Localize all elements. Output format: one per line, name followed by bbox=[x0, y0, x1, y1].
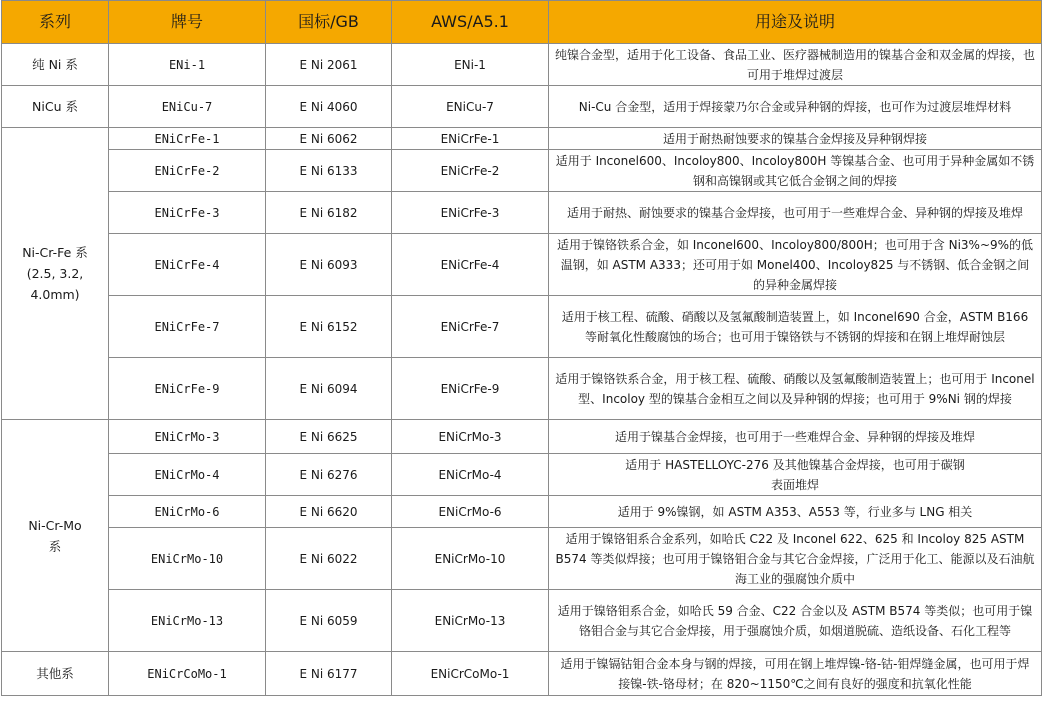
table-row bbox=[2, 128, 1042, 150]
description-cell: 适用于镍铬钼系合金，如哈氏 59 合金、C22 合金以及 ASTM B574 等类似；也可用于镍铬钼合金与其它合金焊接，用于强腐蚀介质，如烟道脱硫、造纸设备、石化工程等 bbox=[549, 590, 1042, 652]
aws-cell: ENiCrFe-3 bbox=[392, 192, 549, 234]
grade-cell: ENiCrFe-2 bbox=[109, 150, 266, 192]
aws-cell: ENiCrFe-2 bbox=[392, 150, 549, 192]
description-cell: 适用于镍铬铁系合金，如 Inconel600、Incoloy800/800H；也可用于含 Ni3%~9%的低温钢，如 ASTM A333；还可用于如 Monel400、Incoloy825 与不锈钢、低合金钢之间的异种金属焊接 bbox=[549, 234, 1042, 296]
gb-cell: E Ni 6177 bbox=[266, 652, 392, 696]
description-cell: 适用于 9%镍钢，如 ASTM A353、A553 等，行业多与 LNG 相关 bbox=[549, 496, 1042, 528]
description-cell: 适用于耐热耐蚀要求的镍基合金焊接及异种钢焊接 bbox=[549, 128, 1042, 150]
gb-cell: E Ni 6625 bbox=[266, 420, 392, 454]
aws-cell: ENiCrMo-13 bbox=[392, 590, 549, 652]
grade-cell: ENiCrMo-4 bbox=[109, 454, 266, 496]
gb-cell: E Ni 6062 bbox=[266, 128, 392, 150]
gb-cell: E Ni 4060 bbox=[266, 86, 392, 128]
aws-cell: ENiCrFe-9 bbox=[392, 358, 549, 420]
grade-cell: ENiCrFe-4 bbox=[109, 234, 266, 296]
table-row bbox=[2, 296, 1042, 358]
aws-cell: ENiCrCoMo-1 bbox=[392, 652, 549, 696]
table-row bbox=[2, 358, 1042, 420]
series-cell: Ni-Cr-Mo 系 bbox=[2, 420, 109, 652]
grade-cell: ENi-1 bbox=[109, 44, 266, 86]
gb-cell: E Ni 6152 bbox=[266, 296, 392, 358]
aws-cell: ENiCrMo-4 bbox=[392, 454, 549, 496]
grade-cell: ENiCrMo-13 bbox=[109, 590, 266, 652]
gb-cell: E Ni 2061 bbox=[266, 44, 392, 86]
grade-cell: ENiCrMo-3 bbox=[109, 420, 266, 454]
table-row bbox=[2, 528, 1042, 590]
series-cell: 纯 Ni 系 bbox=[2, 44, 109, 86]
grade-cell: ENiCrMo-10 bbox=[109, 528, 266, 590]
description-cell: 适用于镍铬钼系合金系列，如哈氏 C22 及 Inconel 622、625 和 Incoloy 825 ASTM B574 等类似焊接；也可用于镍铬钼合金与其它合金焊接，广泛用于化工、能源以及石油航海工业的强腐蚀介质中 bbox=[549, 528, 1042, 590]
aws-cell: ENiCrMo-3 bbox=[392, 420, 549, 454]
series-cell: NiCu 系 bbox=[2, 86, 109, 128]
gb-cell: E Ni 6133 bbox=[266, 150, 392, 192]
description-cell: 适用于 Inconel600、Incoloy800、Incoloy800H 等镍基合金、也可用于异种金属如不锈钢和高镍钢或其它低合金钢之间的焊接 bbox=[549, 150, 1042, 192]
gb-cell: E Ni 6059 bbox=[266, 590, 392, 652]
grade-cell: ENiCrFe-1 bbox=[109, 128, 266, 150]
header-description: 用途及说明 bbox=[549, 1, 1042, 44]
gb-cell: E Ni 6182 bbox=[266, 192, 392, 234]
grade-cell: ENiCu-7 bbox=[109, 86, 266, 128]
header-aws: AWS/A5.1 bbox=[392, 1, 549, 44]
gb-cell: E Ni 6094 bbox=[266, 358, 392, 420]
grade-cell: ENiCrMo-6 bbox=[109, 496, 266, 528]
grade-cell: ENiCrCoMo-1 bbox=[109, 652, 266, 696]
description-cell: 适用于核工程、硫酸、硝酸以及氢氟酸制造装置上，如 Inconel690 合金，ASTM B166 等耐氧化性酸腐蚀的场合；也可用于镍铬铁与不锈钢的焊接和在钢上堆焊耐蚀层 bbox=[549, 296, 1042, 358]
table-row bbox=[2, 44, 1042, 86]
table-row bbox=[2, 86, 1042, 128]
aws-cell: ENi-1 bbox=[392, 44, 549, 86]
gb-cell: E Ni 6093 bbox=[266, 234, 392, 296]
table-row bbox=[2, 150, 1042, 192]
aws-cell: ENiCrFe-1 bbox=[392, 128, 549, 150]
grade-cell: ENiCrFe-3 bbox=[109, 192, 266, 234]
description-cell: 纯镍合金型，适用于化工设备、食品工业、医疗器械制造用的镍基合金和双金属的焊接，也可用于堆焊过渡层 bbox=[549, 44, 1042, 86]
table-row bbox=[2, 192, 1042, 234]
table-row bbox=[2, 420, 1042, 454]
table-row bbox=[2, 454, 1042, 496]
grade-cell: ENiCrFe-9 bbox=[109, 358, 266, 420]
table-row bbox=[2, 496, 1042, 528]
description-cell: 适用于镍基合金焊接，也可用于一些难焊合金、异种钢的焊接及堆焊 bbox=[549, 420, 1042, 454]
series-cell: 其他系 bbox=[2, 652, 109, 696]
header-grade: 牌号 bbox=[109, 1, 266, 44]
series-cell: Ni-Cr-Fe 系 (2.5, 3.2, 4.0mm) bbox=[2, 128, 109, 420]
table-row bbox=[2, 590, 1042, 652]
aws-cell: ENiCrFe-4 bbox=[392, 234, 549, 296]
aws-cell: ENiCrFe-7 bbox=[392, 296, 549, 358]
description-cell: Ni-Cu 合金型，适用于焊接蒙乃尔合金或异种钢的焊接，也可作为过渡层堆焊材料 bbox=[549, 86, 1042, 128]
gb-cell: E Ni 6276 bbox=[266, 454, 392, 496]
aws-cell: ENiCu-7 bbox=[392, 86, 549, 128]
description-cell: 适用于耐热、耐蚀要求的镍基合金焊接，也可用于一些难焊合金、异种钢的焊接及堆焊 bbox=[549, 192, 1042, 234]
aws-cell: ENiCrMo-10 bbox=[392, 528, 549, 590]
description-cell: 适用于镍镉钴钼合金本身与钢的焊接，可用在钢上堆焊镍-铬-钴-钼焊缝金属，也可用于焊接镍-铁-铬母材；在 820~1150℃之间有良好的强度和抗氧化性能 bbox=[549, 652, 1042, 696]
description-cell: 适用于 HASTELLOYC-276 及其他镍基合金焊接，也可用于碳钢 表面堆焊 bbox=[549, 454, 1042, 496]
aws-cell: ENiCrMo-6 bbox=[392, 496, 549, 528]
table-row bbox=[2, 234, 1042, 296]
header-gb: 国标/GB bbox=[266, 1, 392, 44]
header-row bbox=[2, 1, 1042, 44]
grade-cell: ENiCrFe-7 bbox=[109, 296, 266, 358]
header-series: 系列 bbox=[2, 1, 109, 44]
description-cell: 适用于镍铬铁系合金，用于核工程、硫酸、硝酸以及氢氟酸制造装置上；也可用于 Inconel 型、Incoloy 型的镍基合金相互之间以及异种钢的焊接；也可用于 9%Ni 钢的焊接 bbox=[549, 358, 1042, 420]
gb-cell: E Ni 6022 bbox=[266, 528, 392, 590]
gb-cell: E Ni 6620 bbox=[266, 496, 392, 528]
table-row bbox=[2, 652, 1042, 696]
electrode-spec-table bbox=[1, 0, 1042, 696]
